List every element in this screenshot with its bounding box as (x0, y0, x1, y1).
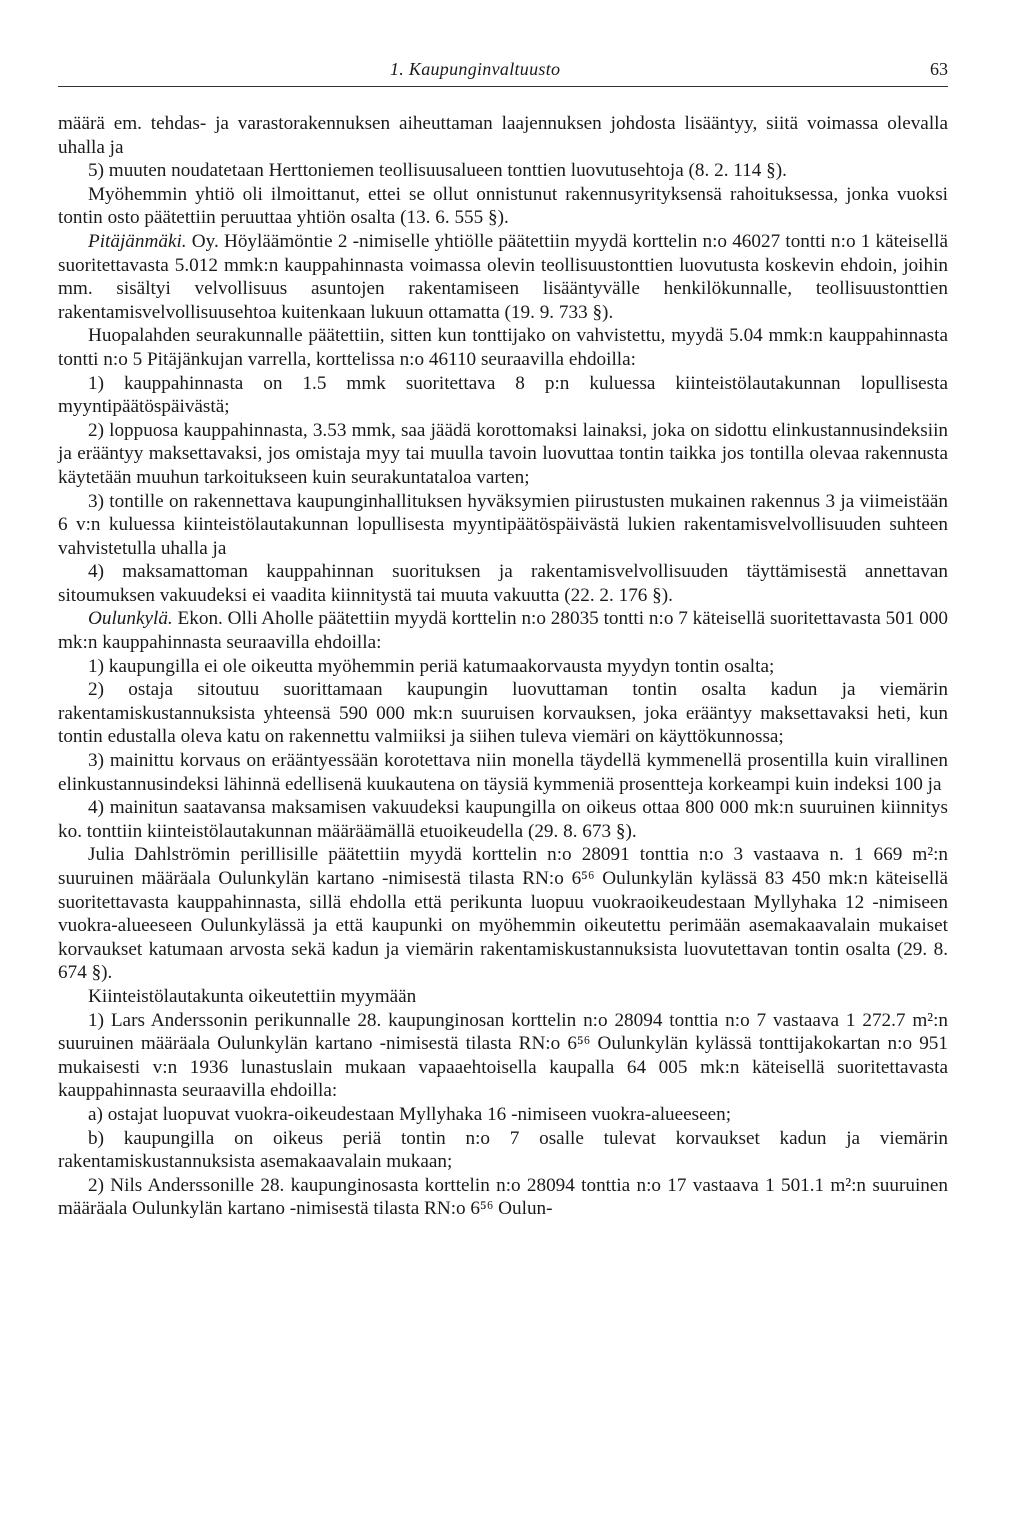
paragraph: Julia Dahlströmin perillisille päätettiin myydä korttelin n:o 28091 tonttia n:o 3 vastaava n. 1 669 m²:n suuruinen määräala Oulunkylän kartano -nimisestä tilasta RN:o 6⁵⁶ Oulunkylän kylässä 83 450 mk:n käteisellä suoritettavasta kauppahinnasta, sillä ehdolla että perikunta luopuu vuokraoikeudestaan Myllyhaka 12 -nimiseen vuokra-alueeseen Oulunkylässä ja että kaupunki on myöhemmin oikeutettu perimään asemakaavalain mukaiset korvaukset katumaan arvosta sekä kadun ja viemärin rakentamiskustannuksista luovutettavan tontin osalta (29. 8. 674 §). (58, 844, 948, 984)
list-item: 3) tontille on rakennettava kaupunginhallituksen hyväksymien piirustusten mukainen rakennus 3 ja viimeistään 6 v:n kuluessa kiinteistölautakunnan lopullisesta myyntipäätöspäivästä lukien rakentamisvelvollisuuden suhteen vahvistetulla uhalla ja (58, 490, 948, 559)
list-item: 3) mainittu korvaus on erääntyessään korotettava niin monella täydellä kymmenellä prosentilla kuin virallinen elinkustannusindeksi lähinnä edellisenä kuukautena on täysiä kymmeniä prosentteja korkeampi kuin indeksi 100 ja (58, 750, 948, 795)
paragraph: Huopalahden seurakunnalle päätettiin, sitten kun tonttijako on vahvistettu, myydä 5.04 mmk:n kauppahinnasta tontti n:o 5 Pitäjänkujan varrella, korttelissa n:o 46110 seuraavilla ehdoilla: (58, 325, 948, 370)
list-item: 1) kauppahinnasta on 1.5 mmk suoritettava 8 p:n kuluessa kiinteistölautakunnan lopullisesta myyntipäätöspäivästä; (58, 372, 948, 418)
list-item: 4) maksamattoman kauppahinnan suorituksen ja rakentamisvelvollisuuden täyttämisestä annettavan sitoumuksen vakuudeksi ei vaadita kiinnitystä tai muuta vakuutta (22. 2. 176 §). (58, 561, 948, 606)
list-item: 1) kaupungilla ei ole oikeutta myöhemmin periä katumaakorvausta myydyn tontin osalta; (88, 655, 775, 677)
paragraph: Myöhemmin yhtiö oli ilmoittanut, ettei se ollut onnistunut rakennusyrityksensä rahoituksessa, jonka vuoksi tontin osto päätettiin peruuttaa yhtiön osalta (13. 6. 555 §). (58, 183, 948, 229)
paragraph: Pitäjänmäki. Oy. Höyläämöntie 2 -nimiselle yhtiölle päätettiin myydä korttelin n:o 46027 tontti n:o 1 käteisellä suoritettavasta 5.012 mmk:n kauppahinnasta voimassa olevin teollisuustonttien luovutusta koskevin ehdoin, joihin mm. sisältyi velvollisuus asuntojen rakentamiseen lisääntyvälle henkilökunnalle, teollisuustonttien rakentamisvelvollisuusehtoa kuitenkaan lukuun ottamatta (19. 9. 733 §). (58, 230, 948, 323)
paragraph: Kiinteistölautakunta oikeutettiin myymään (88, 985, 417, 1007)
list-item: 4) mainitun saatavansa maksamisen vakuudeksi kaupungilla on oikeus ottaa 800 000 mk:n suuruinen kiinnitys ko. tonttiin kiinteistölautakunnan määräämällä etuoikeudella (29. 8. 673 §). (58, 797, 948, 842)
page-number: 63 (930, 59, 948, 79)
list-item: a) ostajat luopuvat vuokra-oikeudestaan Myllyhaka 16 -nimiseen vuokra-alueeseen; (88, 1103, 732, 1125)
paragraph: määrä em. tehdas- ja varastorakennuksen aiheuttaman laajennuksen johdosta lisääntyy, siitä voimassa olevalla uhalla ja (58, 113, 948, 158)
list-item: b) kaupungilla on oikeus periä tontin n:o 7 osalle tulevat korvaukset kadun ja viemärin rakentamiskustannuksista asemakaavalain mukaan; (58, 1127, 948, 1173)
list-item: 2) ostaja sitoutuu suorittamaan kaupungin luovuttaman tontin osalta kadun ja viemärin rakentamiskustannuksista yhteensä 590 000 mk:n suuruisen korvauksen, joka erääntyy maksettavaksi heti, kun tontin edustalla oleva katu on rakennettu valmiiksi ja siihen tuleva viemäri on käyttökunnossa; (58, 679, 948, 748)
place-name: Oulunkylä. (88, 608, 173, 630)
running-header (58, 52, 948, 87)
paragraph: Oulunkylä. Ekon. Olli Aholle päätettiin myydä korttelin n:o 28035 tontti n:o 7 käteisellä suoritettavasta 501 000 mk:n kauppahinnasta seuraavilla ehdoilla: (58, 608, 948, 654)
chapter-title: 1. Kaupunginvaltuusto (390, 59, 561, 79)
list-item: 2) loppuosa kauppahinnasta, 3.53 mmk, saa jäädä korottomaksi lainaksi, joka on sidottu elinkustannusindeksiin ja erääntyy maksettavaksi, jos omistaja myy tai muulla tavoin luovuttaa tontin taikka jos tontilla olevaa rakennusta käytetään muuhun tarkoitukseen kuin seurakuntataloa varten; (58, 419, 948, 488)
place-name: Pitäjänmäki. (88, 230, 187, 252)
list-item: 2) Nils Anderssonille 28. kaupunginosasta korttelin n:o 28094 tonttia n:o 17 vastaava 1 501.1 m²:n suuruinen määräala Oulunkylän kartano -nimisestä tilasta RN:o 6⁵⁶ Oulun- (58, 1174, 948, 1220)
paragraph: 5) muuten noudatetaan Herttoniemen teollisuusalueen tonttien luovutusehtoja (8. 2. 114 §). (88, 160, 787, 182)
body-text (58, 112, 948, 1221)
list-item: 1) Lars Anderssonin perikunnalle 28. kaupunginosan korttelin n:o 28094 tonttia n:o 7 vastaava 1 272.7 m²:n suuruinen määräala Oulunkylän kartano -nimisestä tilasta RN:o 6⁵⁶ Oulunkylän kylässä tonttijakokartan n:o 951 mukaisesti v:n 1936 lunastuslain mukaan vapaaehtoisella kaupalla 64 005 mk:n käteisellä suoritettavasta kauppahinnasta seuraavilla ehdoilla: (58, 1009, 948, 1102)
